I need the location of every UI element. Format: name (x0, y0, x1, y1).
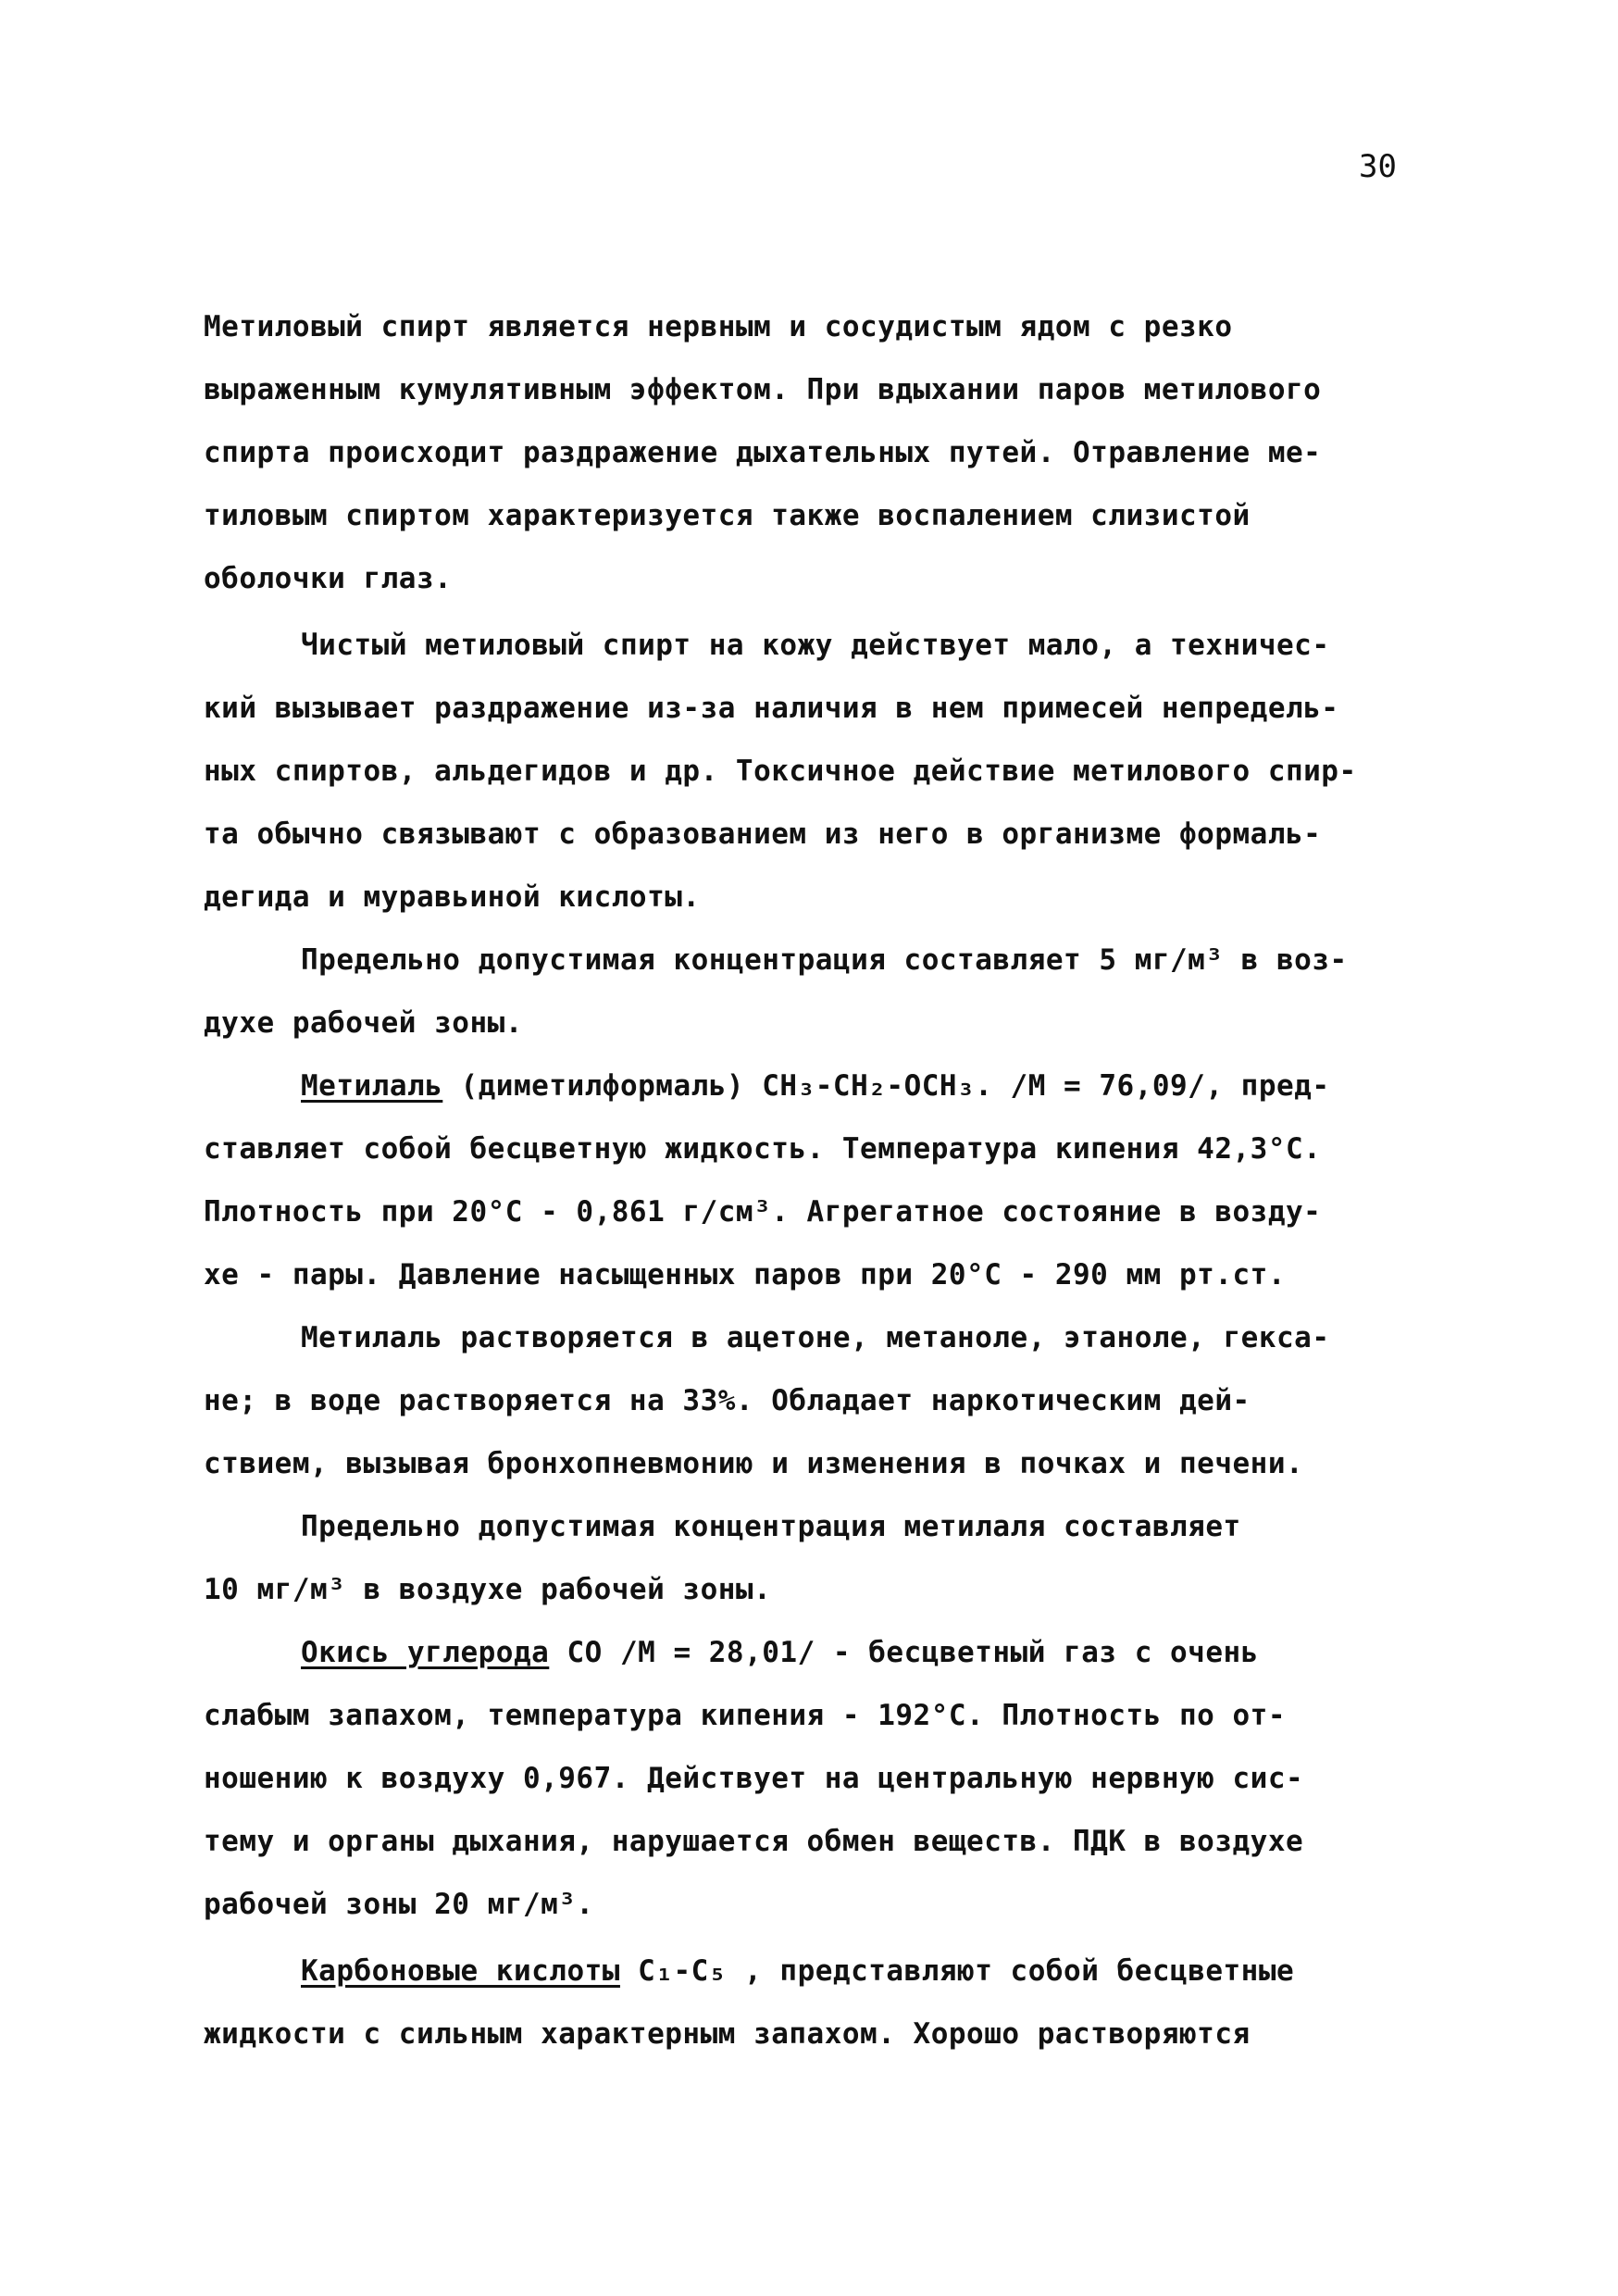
text-segment: (диметилформаль) CH₃-CH₂-OCH₃. /М = 76,09/, пред- (442, 1069, 1330, 1103)
text-line: рабочей зоны 20 мг/м³. (204, 1888, 594, 1921)
text-line: Чистый метиловый спирт на кожу действует мало, а техничес- (301, 629, 1330, 662)
text-line: ношению к воздуху 0,967. Действует на центральную нервную сис- (204, 1762, 1304, 1795)
text-line (301, 1636, 1523, 1669)
text-segment: CO /М = 28,01/ - бесцветный газ с очень (549, 1636, 1259, 1669)
text-line: ствием, вызывая бронхопневмонию и изменения в почках и печени. (204, 1447, 1304, 1480)
text-line: хе - пары. Давление насыщенных паров при 20°С - 290 мм рт.ст. (204, 1258, 1286, 1292)
text-line: ставляет собой бесцветную жидкость. Температура кипения 42,3°С. (204, 1132, 1322, 1166)
text-line (301, 1069, 1523, 1103)
text-line: Метилаль растворяется в ацетоне, метаноле, этаноле, гекса- (301, 1321, 1330, 1354)
term-heading: Карбоновые кислоты (301, 1954, 620, 1988)
text-line: тему и органы дыхания, нарушается обмен веществ. ПДК в воздухе (204, 1825, 1304, 1858)
text-line: спирта происходит раздражение дыхательных путей. Отравление ме- (204, 436, 1322, 469)
text-line: та обычно связывают с образованием из него в организме формаль- (204, 817, 1322, 851)
text-line: 10 мг/м³ в воздухе рабочей зоны. (204, 1573, 772, 1606)
text-line: духе рабочей зоны. (204, 1006, 523, 1040)
text-line: Предельно допустимая концентрация метилаля составляет (301, 1510, 1241, 1543)
term-heading: Метилаль (301, 1069, 443, 1103)
term-heading: Окись углерода (301, 1636, 550, 1669)
text-line: тиловым спиртом характеризуется также воспалением слизистой (204, 499, 1251, 532)
text-line: Метиловый спирт является нервным и сосудистым ядом с резко (204, 310, 1233, 343)
text-line: Предельно допустимая концентрация составляет 5 мг/м³ в воз- (301, 943, 1348, 977)
text-line: слабым запахом, температура кипения - 192°С. Плотность по от- (204, 1699, 1286, 1732)
text-line: выраженным кумулятивным эффектом. При вдыхании паров метилового (204, 373, 1322, 406)
text-line: кий вызывает раздражение из-за наличия в нем примесей непредель- (204, 692, 1339, 725)
text-line: ных спиртов, альдегидов и др. Токсичное действие метилового спир- (204, 755, 1357, 788)
text-line: Плотность при 20°С - 0,861 г/см³. Агрегатное состояние в возду- (204, 1195, 1322, 1229)
text-line: не; в воде растворяется на 33%. Обладает наркотическим дей- (204, 1384, 1251, 1417)
page-number: 30 (1359, 148, 1397, 185)
text-line (301, 1954, 1523, 1988)
text-line: жидкости с сильным характерным запахом. Хорошо растворяются (204, 2017, 1251, 2051)
text-line: дегида и муравьиной кислоты. (204, 880, 701, 914)
text-segment: C₁-C₅ , представляют собой бесцветные (619, 1954, 1295, 1988)
text-line: оболочки глаз. (204, 562, 453, 595)
